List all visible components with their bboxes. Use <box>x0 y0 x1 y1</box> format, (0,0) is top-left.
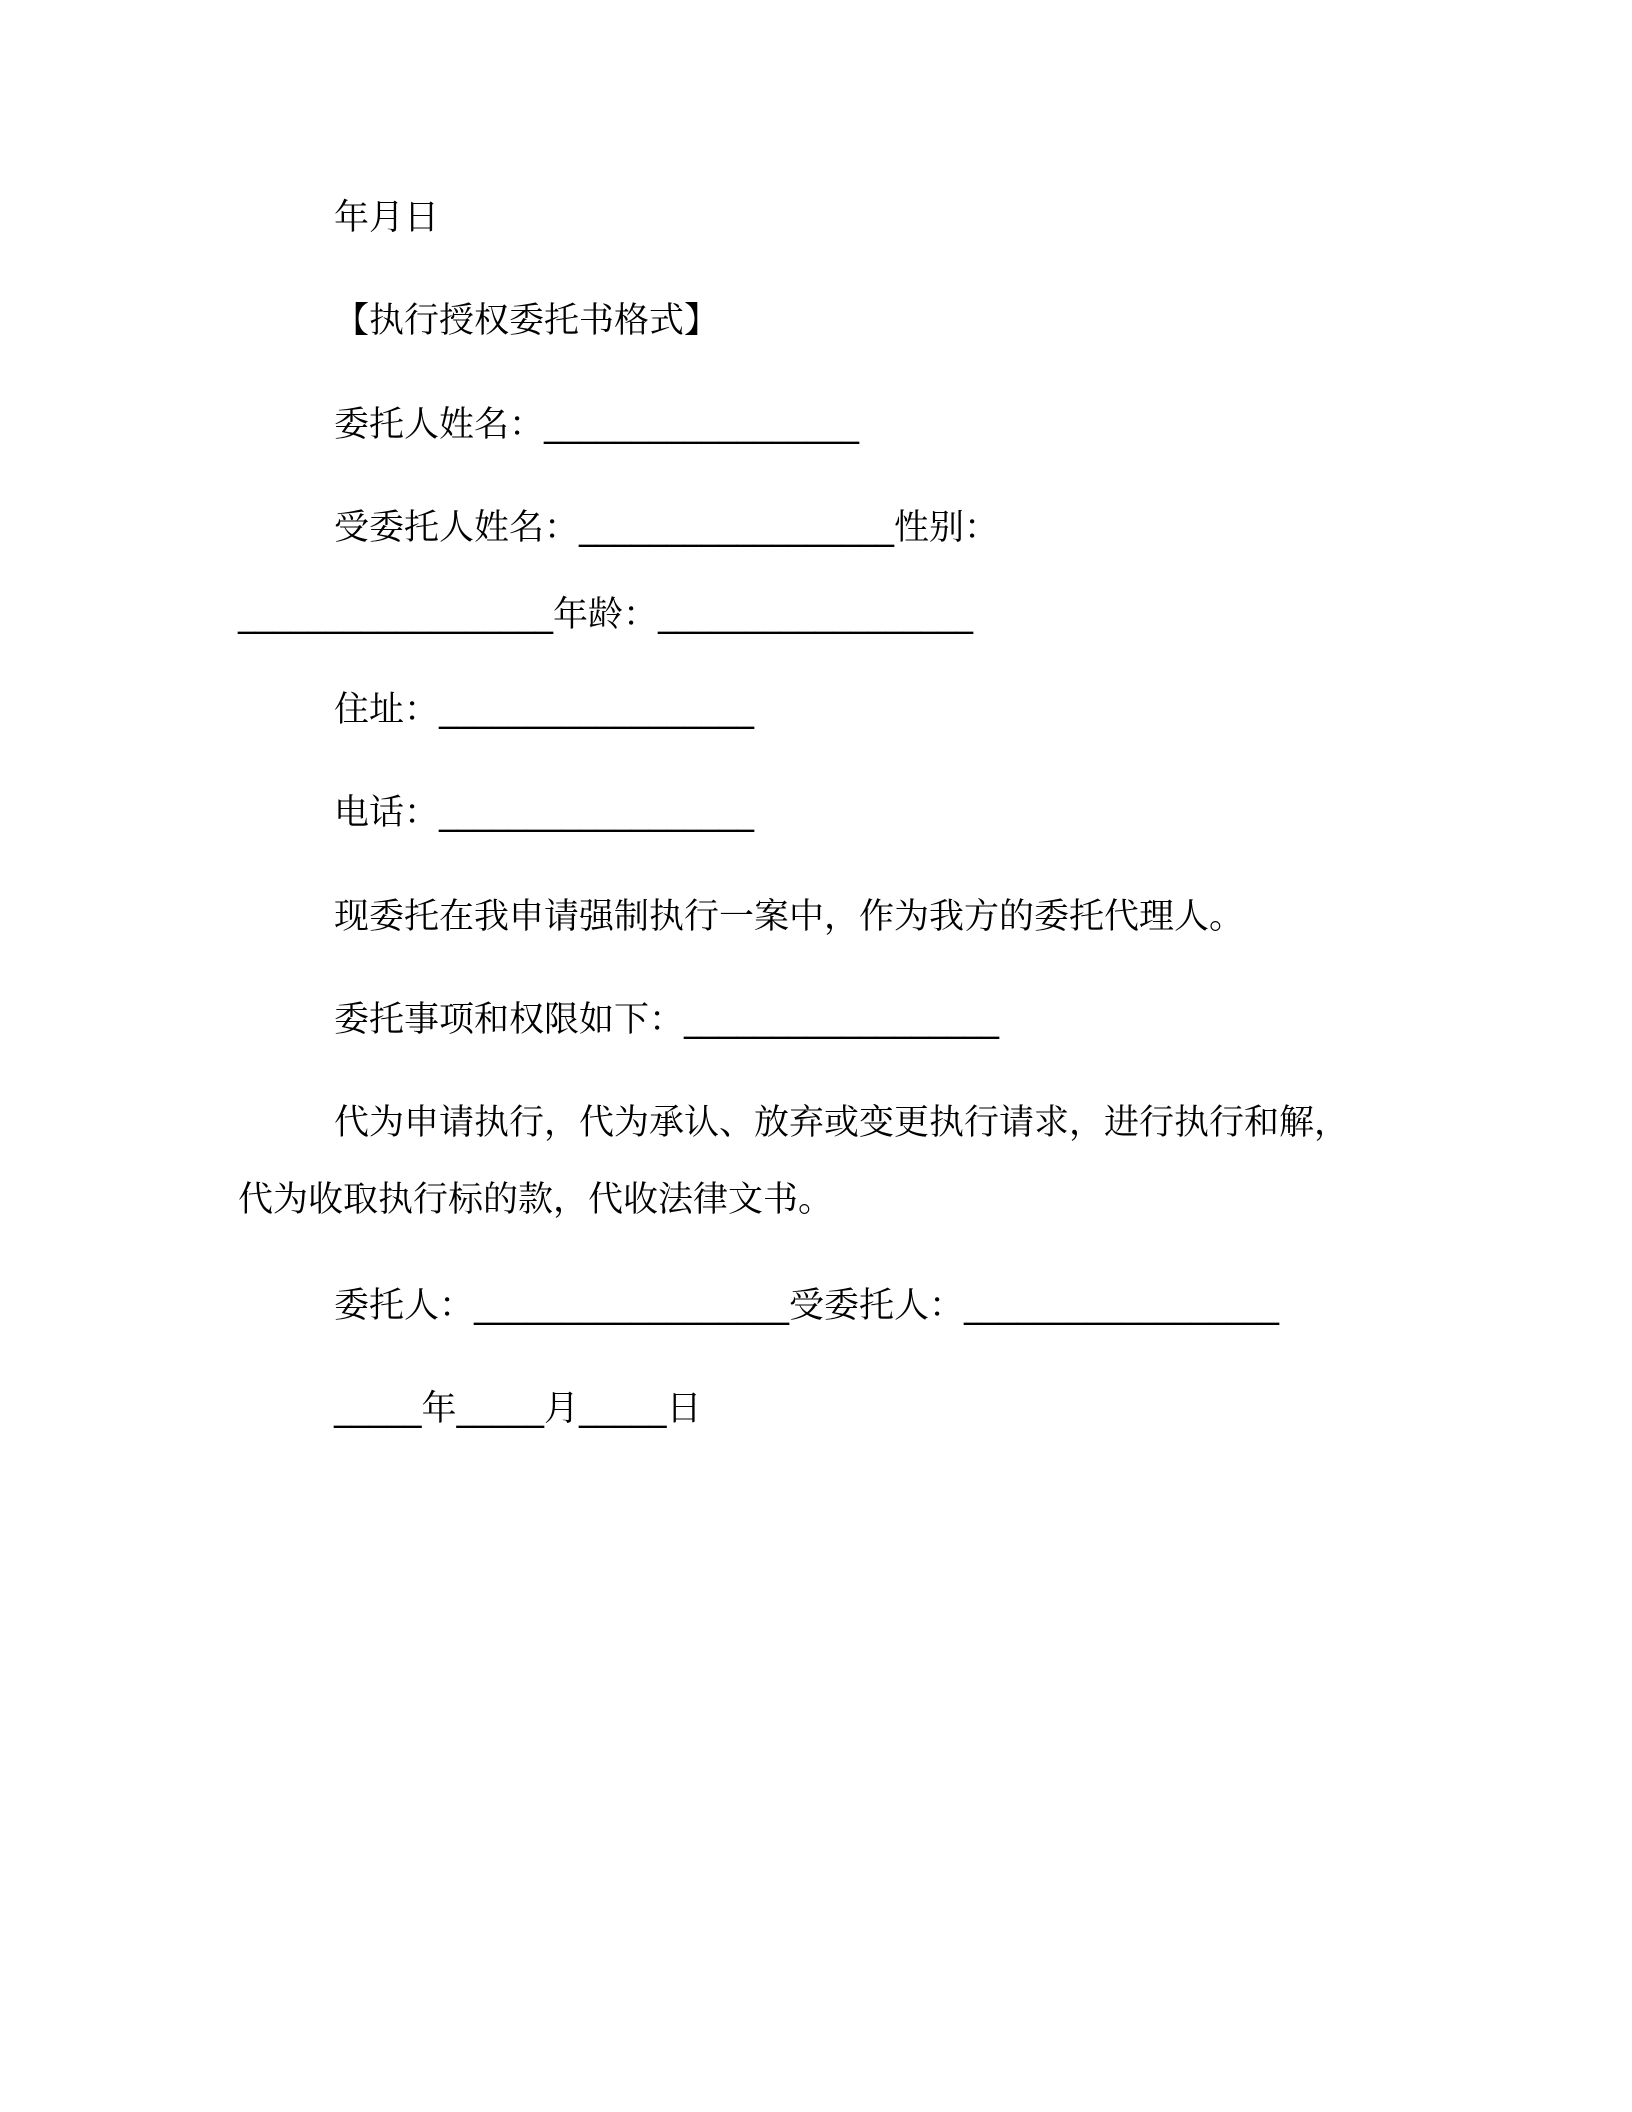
powers-line-2: 代为收取执行标的款，代收法律文书。 <box>238 1180 834 1220</box>
sign-date: _____年_____月_____日 <box>334 1389 702 1429</box>
date-header: 年月日 <box>334 198 440 238</box>
signatures-line: 委托人：__________________受委托人：__________________ <box>334 1286 1280 1326</box>
agent-name-gender-field: 受委托人姓名：__________________性别： <box>334 508 1000 548</box>
phone-field: 电话：__________________ <box>334 793 755 833</box>
matters-label: 委托事项和权限如下：__________________ <box>334 1000 1000 1040</box>
principal-name-field: 委托人姓名：__________________ <box>334 405 860 445</box>
address-field: 住址：__________________ <box>334 690 755 730</box>
section-title: 【执行授权委托书格式】 <box>334 301 720 341</box>
agent-gender-age-field: __________________年龄：__________________ <box>238 595 974 635</box>
entrust-statement: 现委托在我申请强制执行一案中，作为我方的委托代理人。 <box>334 897 1245 937</box>
powers-line-1: 代为申请执行，代为承认、放弃或变更执行请求，进行执行和解， <box>334 1103 1350 1143</box>
